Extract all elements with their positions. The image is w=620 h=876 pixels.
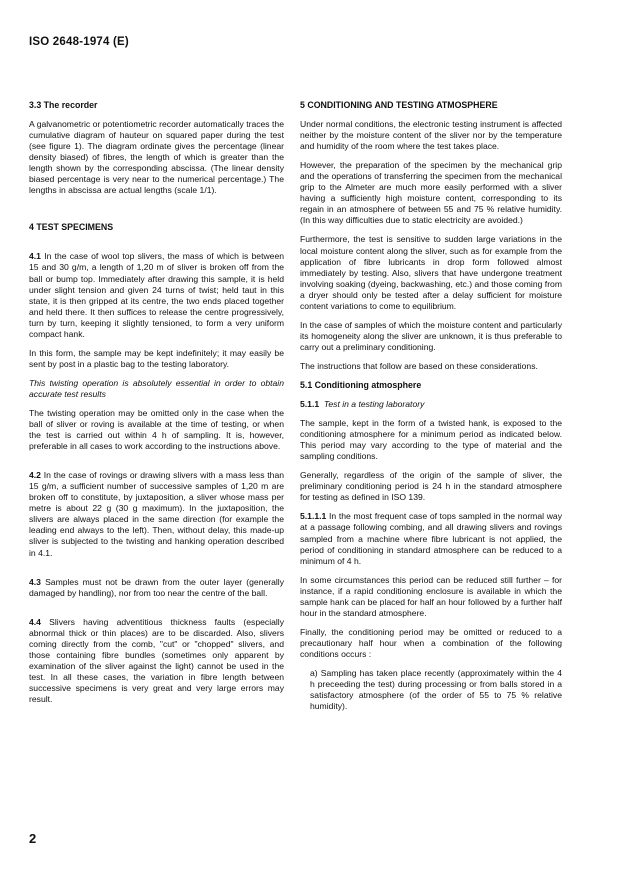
section-5-1-1-paragraph-1: The sample, kept in the form of a twisted hank, is exposed to the conditioning atmosphere for a minimum period as indicated below. This period may vary according to the type of material and the sampling conditions.	[300, 418, 562, 462]
section-5-paragraph-1: Under normal conditions, the electronic testing instrument is affected neither by the moisture content of the sliver nor by the temperature and humidity of the room where the test takes place.	[300, 119, 562, 152]
left-column	[29, 100, 284, 713]
section-5-1-1-title-text: Test in a testing laboratory	[323, 399, 425, 410]
section-4-2-number: 4.2	[29, 470, 41, 481]
section-5-paragraph-2: However, the preparation of the specimen by the mechanical grip and the operations of transferring the specimen from the mechanical grip to the Almeter are much more easily performed with a sliver having a sufficiently high moisture content, corresponding to its regain in an atmosphere of between 55 and 75 % relative humidity. (In this way difficulties due to static electricity are avoided.)	[300, 160, 562, 226]
section-4-3-number: 4.3	[29, 576, 41, 587]
section-5-1-1-1-paragraph	[300, 511, 562, 566]
section-4-1-italic-note: This twisting operation is absolutely essential in order to obtain accurate test results	[29, 377, 284, 399]
section-5-paragraph-5: The instructions that follow are based on these considerations.	[300, 360, 538, 371]
section-4-4-number: 4.4	[29, 616, 41, 627]
section-4-1-paragraph-2: In this form, the sample may be kept indefinitely; it may easily be sent by post in a plastic bag to the testing laboratory.	[29, 347, 284, 369]
section-4-3-text: Samples must not be drawn from the outer layer (generally damaged by handling), nor from too near the centre of the ball.	[29, 576, 285, 598]
section-5-1-1-1-paragraph-3: Finally, the conditioning period may be omitted or reduced to a precautionary half hour when a combination of the following conditions occurs :	[300, 626, 562, 659]
page-number: 2	[29, 831, 37, 846]
section-4-4-paragraph	[29, 617, 284, 705]
section-4-4-text: Slivers having adventitious thickness faults (especially abnormal thick or thin places) are to be discarded. Also, slivers coming directly from the comb, "cut" or "chopped" slivers, and those containing fibre bundles (sometimes only apparent by examination of the sliver against the light) cannot be used in the test. In all these cases, the variation in fibre length between successive specimens is very great and very large errors may result.	[29, 616, 284, 704]
document-header: ISO 2648-1974 (E)	[29, 36, 129, 48]
section-4-1-number: 4.1	[29, 251, 41, 262]
section-5-1-1-paragraph-2: Generally, regardless of the origin of the sample of sliver, the preliminary conditioning period is 24 h in the standard atmosphere for testing as defined in ISO 139.	[300, 470, 562, 503]
section-5-1-1-1-number: 5.1.1.1	[300, 511, 327, 522]
section-4-1-paragraph-4: The twisting operation may be omitted only in the case when the ball of sliver or roving is available at the time of testing, or when the test is carried out within 4 h of sampling. It is, however, preferable in all cases to work according to the instructions above.	[29, 407, 284, 452]
section-5-paragraph-4: In the case of samples of which the moisture content and particularly its homogeneity along the sliver are unknown, it is thus preferable to carry out a preliminary conditioning.	[300, 319, 562, 352]
section-4-2-text: In the case of rovings or drawing slivers with a mass less than 15 g/m, a sufficient number of successive samples of 1,20 m are broken off to constitute, by juxtaposition, a sliver whose mass per metre is about 22 g (30 g maximum). In the juxtaposition, the slivers are always placed in the same direction (for example the leading end always to the left). Then, without delay, this made-up sliver is subjected to the twisting and hanking operation described in 4.1.	[29, 470, 285, 558]
right-column	[300, 100, 562, 720]
section-5-1-1-1-paragraph-2: In some circumstances this period can be reduced still further – for instance, if a rapid conditioning enclosure is available in which the sample hank can be placed for half an hour followed by a further half hour in the standard atmosphere.	[300, 574, 562, 618]
section-5-heading: 5 CONDITIONING AND TESTING ATMOSPHERE	[300, 100, 498, 110]
section-4-3-paragraph	[29, 577, 284, 599]
section-4-2-paragraph	[29, 470, 284, 558]
section-5-1-heading: 5.1 Conditioning atmosphere	[300, 379, 422, 390]
section-4-1-paragraph	[29, 251, 284, 339]
list-item-a: a) Sampling has taken place recently (approximately within the 4 h preceeding the test) during processing or from balls stored in a satisfactory atmosphere (of the order of 55 to 75 % relative humidity).	[310, 667, 562, 712]
section-4-1-text: In the case of wool top slivers, the mass of which is between 15 and 30 g/m, a length of 1,20 m of sliver is broken off from the ball or bump top. Immediately after drawing this sample, it is held under slight tension and given 24 turns of twist; held taut in this state, it is then gripped at its centre, the two ends placed together and held there. It then suffices to release the centre progressively, turn by turn, keeping it slightly tensioned, to form a very uniform compact hank.	[29, 251, 284, 339]
section-5-1-1-title	[300, 399, 562, 410]
section-3-3-heading: 3.3 The recorder	[29, 100, 98, 110]
section-5-1-1-1-text: In the most frequent case of tops sampled in the normal way at a passage following combing, and all drawing slivers and rovings sampled from a machine where fibre lubricant is not applied, the period of conditioning in standard atmosphere can be reduced to a minimum of 4 h.	[300, 511, 562, 566]
section-5-1-1-number: 5.1.1	[300, 399, 320, 410]
section-3-3-paragraph: A galvanometric or potentiometric recorder automatically traces the cumulative diagram of hauteur on squared paper during the test (see figure 1). The diagram ordinate gives the percentage (linear density biased) of fibres, the length of which is greater than the length shown by the corresponding abscissa. (The linear density biased percentage is very near to the numerical percentage.) The lengths in abscissa are actual lengths (scale 1/1).	[29, 119, 284, 196]
section-4-heading: 4 TEST SPECIMENS	[29, 222, 114, 233]
section-5-paragraph-3: Furthermore, the test is sensitive to sudden large variations in the local moisture content along the sliver, such as for example from the application of fibre lubricants in drop form followed almost immediately by testing. Also, slivers that have undergone treatment involving soaking (dyeing, backwashing, etc.) and those coming from a dryer should only be tested after a delay sufficient for moisture content variations to come to equilibrium.	[300, 234, 562, 311]
